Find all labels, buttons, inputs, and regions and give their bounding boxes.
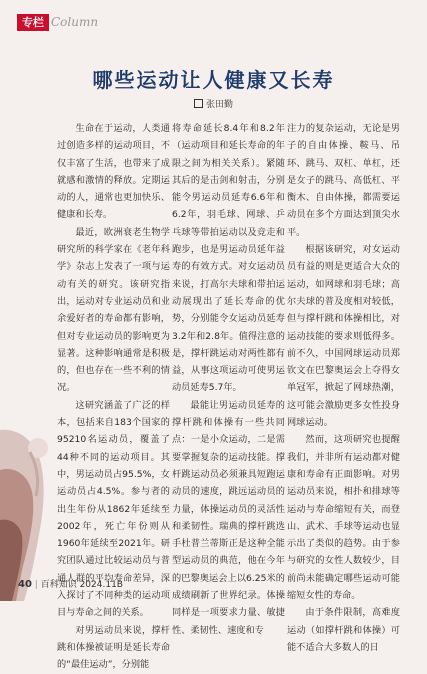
article-title: 哪些运动让人健康又长寿 xyxy=(92,68,335,92)
text-column-3 xyxy=(287,120,400,653)
paragraph: 生命在于运动，人类通过创造多样的运动项目，不仅丰富了生活，也带来了成就感和激情的释放。定期运动的人，通常也更加快乐、健康和长寿。 xyxy=(57,123,170,221)
paragraph: 最近，欧洲衰老生物学研究所的科学家在《老年科学》杂志上发表了一项与运动有关的研究。该研究指出，运动对专业运动员和业余爱好者的寿命都有影响，但对专业运动员的影响更为显著。这种影响通常是积极的，但也存在一些不利的情况。 xyxy=(57,226,170,394)
paragraph: 这研究涵盖了广泛的样本，包括来自183个国家的95210名运动员，覆盖了44种不同的运动项目。其中，男运动员占95.5%，女运动员占4.5%。参与者的出生年份从1862年延续至2002年，死亡年份则从1960年延续至2021年。研究团队通过比较运动员与普通人群的平均寿命差异，深入探讨了不同种类的运动项目与寿命之间的关系。 xyxy=(57,399,170,619)
author-box-icon xyxy=(194,99,203,108)
author-name: 张田勤 xyxy=(205,100,233,110)
paragraph: 然而，这项研究也提醒我们，并非所有运动都对健康和寿命有正面影响。对男运动员来说，相扑和排球等运动与寿命缩短有关，而登山、武术、手球等运动也显示出了类似的趋势。由于参与研究的女性人数较少，目前尚未能确定哪些运动可能缩短女性的寿命。 xyxy=(287,434,400,602)
paragraph: 对男运动员来说，撑杆跳和体操被证明是延长寿命的“最佳运动”，分别能 xyxy=(57,624,170,671)
paragraph: 由于条件限制，高难度运动（如撑杆跳和体操）可能不适合大多数人的日 xyxy=(287,607,400,653)
column-tag: 专栏 xyxy=(17,14,49,31)
footer-divider: | xyxy=(34,580,38,590)
paragraph: 根据该研究，对女运动员有益的则是更适合大众的运动，如网球和羽毛球；高尔夫球的普及度相对较低，但与撑杆跳和体操相比，对运动技能的要求则低得多。前不久，中国网球运动员郑钦文在巴黎奥运会上夺得女单冠军，掀起了网球热潮，这可能会激励更多女性投身网球运动。 xyxy=(287,244,400,429)
text-column-2 xyxy=(172,120,285,636)
page-footer xyxy=(18,579,123,591)
paragraph: 最能让男运动员延寿的撑杆跳和体操有一些共同点：一是小众运动，二是需要掌握复杂的运动技能。撑杆跳运动员必须兼具短跑运动员的速度，跳远运动员的力量，体操运动员的灵活性和柔韧性。瑞典的撑杆跳选手杜普兰蒂斯正是这种全能型运动员的典范，他在今年的巴黎奥运会上以6.25米的成绩刷新了世界纪录。体操同样是一项要求力量、敏捷性、柔韧性、速度和专 xyxy=(172,399,285,636)
text-column-1 xyxy=(57,120,170,671)
paragraph: 将寿命延长8.4年和8.2年（运动项目和延长寿命的年限之间为相关关系）。紧随其后的是击剑和射击，分别能令男运动员延寿6.6年和6.2年，羽毛球、网球、乒乓球等带拍运动以及竞走和跑步，也是男运动员延年益寿的有效方式。对女运动员来说，打高尔夫球和带拍运动展现出了延长寿命的优势，分别能令女运动员延寿3.2年和2.8年。值得注意的是，撑杆跳运动对两性都有益，从事这项运动可使男运动员延寿5.7年。 xyxy=(172,123,285,394)
paragraph: 注力的复杂运动，无论是男子的自由体操、鞍马、吊环、跳马、双杠、单杠，还是女子的跳马、高低杠、平衡木、自由体操，都需要运动员在多个方面达到顶尖水平。 xyxy=(287,123,400,238)
author-line xyxy=(0,97,427,110)
column-label: Column xyxy=(51,15,99,29)
magazine-issue: 百科知识 2024.11B xyxy=(40,580,123,590)
athlete-illustration xyxy=(0,400,62,601)
page-number: 40 xyxy=(18,579,32,590)
